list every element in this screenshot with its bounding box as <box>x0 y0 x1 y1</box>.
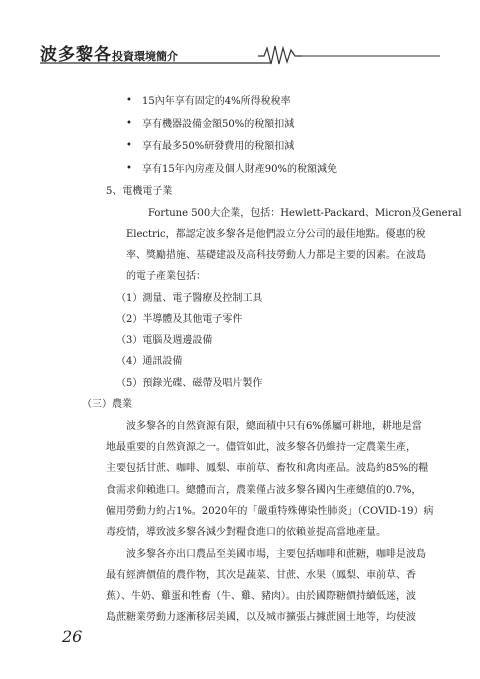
header-title-sub: 投資環境簡介 <box>112 50 178 63</box>
bullet-item: 15內年享有固定的4%所得稅稅率 <box>142 96 291 107</box>
bullet-dot: • <box>126 118 132 129</box>
paragraph-line: 率、獎勵措施、基礎建設及高科技勞動人力都是主要的因素。在波島 <box>126 250 426 261</box>
paragraph-line: 的電子產業包括： <box>126 271 206 282</box>
paragraph-line: Fortune 500大企業，包括：Hewlett-Packard、Micron及General <box>148 208 462 219</box>
list-item: （5）預錄光碟、磁帶及唱片製作 <box>116 378 263 389</box>
paragraph-line: 蕉）、牛奶、雞蛋和牲畜（牛、雞、豬肉）。由於國際糖價持續低迷，波 <box>106 591 416 602</box>
bullet-dot: • <box>126 95 132 106</box>
section-heading: （三）農業 <box>82 399 132 410</box>
header-title <box>40 40 178 65</box>
page-number: 26 <box>62 627 83 646</box>
list-item: （3）電腦及週邊設備 <box>116 335 213 346</box>
paragraph-line: 島蔗糖業勞動力逐漸移居美國，以及城市擴張占據蔗園土地等，均使波 <box>106 612 416 623</box>
paragraph-line: 僱用勞動力約占1%。2020年的「嚴重特殊傳染性肺炎」（COVID-19）病 <box>106 506 434 517</box>
paragraph-line: 食需求仰賴進口。總體而言，農業僅占波多黎各國內生產總值的0.7%， <box>106 485 422 496</box>
paragraph-line: 波多黎各的自然資源有限，總面積中只有6%係屬可耕地，耕地是當 <box>126 421 422 432</box>
paragraph-line: 地最重要的自然資源之一。儘管如此，波多黎各仍維持一定農業生產， <box>106 442 416 453</box>
paragraph-line: Electric，都認定波多黎各是他們設立分公司的最佳地點。優惠的稅 <box>126 229 426 240</box>
header-title-main: 波多黎各 <box>40 45 112 65</box>
paragraph-line: 毒疫情，導致波多黎各減少對糧食進口的依賴並提高當地產量。 <box>106 527 386 538</box>
bullet-item: 享有15年內房產及個人財產90%的稅額減免 <box>142 164 337 175</box>
paragraph-line: 最有經濟價值的農作物，其次是蔬菜、甘蔗、水果（鳳梨、車前草、香 <box>106 570 416 581</box>
bullet-item: 享有機器設備金額50%的稅額扣減 <box>142 119 295 130</box>
paragraph-line: 主要包括甘蔗、咖啡、鳳梨、車前草、畜牧和禽肉產品。波島約85%的糧 <box>106 463 429 474</box>
section-heading: 5、電機電子業 <box>106 186 173 197</box>
paragraph-line: 波多黎各亦出口農品至美國市場，主要包括咖啡和蔗糖，咖啡是波島 <box>126 549 426 560</box>
bullet-dot: • <box>126 163 132 174</box>
header-pulse-icon <box>258 46 302 64</box>
running-header <box>40 40 440 66</box>
list-item: （1）測量、電子醫療及控制工具 <box>116 293 263 304</box>
list-item: （4）通訊設備 <box>116 356 183 367</box>
list-item: （2）半導體及其他電子零件 <box>116 314 243 325</box>
bullet-item: 享有最多50%研發費用的稅額扣減 <box>142 141 295 152</box>
bullet-dot: • <box>126 140 132 151</box>
